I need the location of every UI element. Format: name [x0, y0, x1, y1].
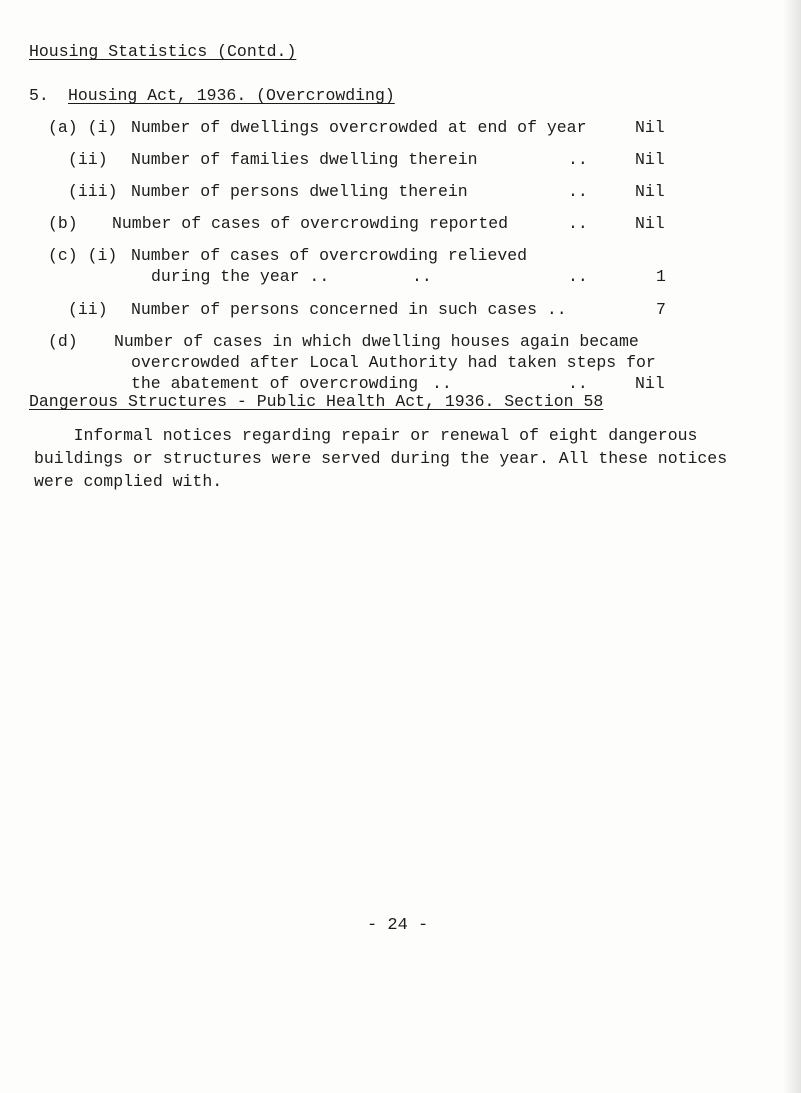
- leader-dots: ..: [412, 267, 432, 286]
- dangerous-structures-paragraph: [34, 424, 794, 493]
- item-text-continued: overcrowded after Local Authority had taken steps for: [131, 353, 656, 372]
- item-value: 1: [656, 267, 666, 286]
- item-value: Nil: [635, 374, 665, 393]
- page-title: Housing Statistics (Contd.): [29, 42, 297, 61]
- item-value: Nil: [635, 214, 665, 233]
- leader-dots: ..: [568, 182, 588, 201]
- item-value: Nil: [635, 150, 665, 169]
- item-text: Number of persons concerned in such cases ..: [131, 300, 567, 319]
- item-value: Nil: [635, 182, 665, 201]
- paragraph-line: buildings or structures were served during the year. All these notices: [34, 449, 728, 468]
- paragraph-line: were complied with.: [34, 472, 223, 491]
- dangerous-structures-heading: Dangerous Structures - Public Health Act, 1936. Section 58: [29, 392, 604, 411]
- item-label: (ii): [68, 300, 108, 319]
- leader-dots: ..: [568, 150, 588, 169]
- section-heading: Housing Act, 1936. (Overcrowding): [68, 86, 395, 105]
- paragraph-line: Informal notices regarding repair or renewal of eight dangerous: [34, 426, 698, 445]
- item-text-continued: during the year ..: [151, 267, 330, 286]
- item-text: Number of cases of overcrowding reported: [112, 214, 509, 233]
- item-label: (a) (i): [48, 118, 118, 137]
- item-value: 7: [656, 300, 666, 319]
- item-label: (ii): [68, 150, 108, 169]
- item-text: Number of dwellings overcrowded at end of year: [131, 118, 587, 137]
- page-edge-shadow: [783, 0, 801, 1093]
- item-text: Number of cases in which dwelling houses again became: [114, 332, 639, 351]
- section-number: 5.: [29, 86, 49, 105]
- page-number: - 24 -: [367, 916, 429, 935]
- item-label: (d): [48, 332, 78, 351]
- item-value: Nil: [635, 118, 665, 137]
- item-text-continued: the abatement of overcrowding: [131, 374, 419, 393]
- leader-dots: ..: [568, 267, 588, 286]
- leader-dots: ..: [432, 374, 452, 393]
- item-label: (iii): [68, 182, 118, 201]
- leader-dots: ..: [568, 374, 588, 393]
- item-label: (b): [48, 214, 78, 233]
- item-text: Number of persons dwelling therein: [131, 182, 468, 201]
- item-text: Number of families dwelling therein: [131, 150, 478, 169]
- item-label: (c) (i): [48, 246, 118, 265]
- leader-dots: ..: [568, 214, 588, 233]
- item-text: Number of cases of overcrowding relieved: [131, 246, 528, 265]
